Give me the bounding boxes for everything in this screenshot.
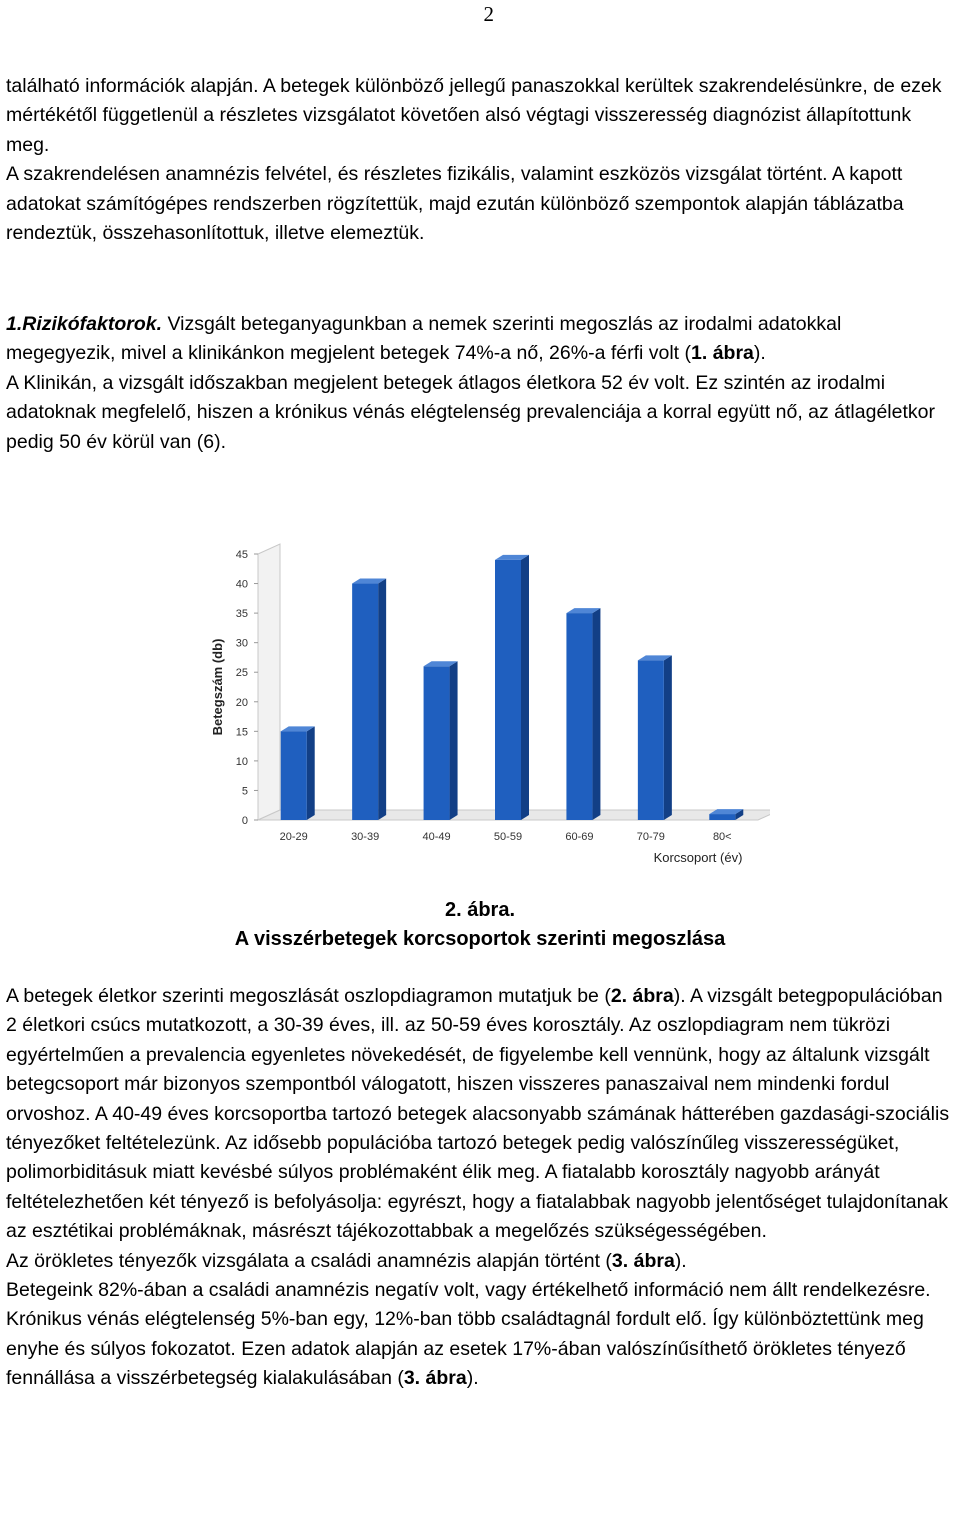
x-tick-label: 40-49 (422, 831, 451, 843)
intro-block (6, 72, 956, 248)
x-axis-label: Korcsoport (év) (653, 850, 743, 865)
y-tick-label: 0 (241, 815, 248, 827)
bar-side (592, 608, 600, 820)
text-run: Vizsgált beteganyagunkban a nemek szerinti megoszlás az irodalmi adatokkal megegyezik, mivel a klinikánkon megjelent betegek 74%-a nő, 26%-a férfi volt ( (6, 313, 842, 365)
y-tick-label: 5 (241, 785, 248, 798)
bar (495, 560, 521, 820)
x-tick-label: 20-29 (279, 831, 308, 843)
figure-title: A visszérbetegek korcsoportok szerinti megoszlása (234, 928, 726, 950)
x-tick-label: 30-39 (351, 831, 380, 843)
y-axis-label: Betegszám (db) (210, 638, 225, 736)
x-tick-label: 60-69 (565, 831, 594, 843)
bar-side (378, 579, 386, 820)
bar-side (521, 555, 529, 820)
figure-reference: 2. ábra (610, 985, 674, 1007)
text-run: A betegek életkor szerinti megoszlását oszlopdiagramon mutatjuk be ( (6, 985, 611, 1007)
section-heading: 1.Rizikófaktorok. (6, 313, 163, 335)
figure-reference: 3. ábra (403, 1367, 467, 1390)
paragraph (6, 1247, 956, 1276)
bar (281, 731, 307, 820)
paragraph (6, 1276, 956, 1394)
discussion-block (6, 982, 956, 1394)
text-run: ). (466, 1367, 479, 1390)
risk-factors-block (6, 310, 956, 457)
paragraph: található információk alapján. A betegek különböző jellegű panaszokkal kerültek szakrendelésünkre, de ezek mértékétől függetlenül a részletes vizsgálatot követően alsó végtagi visszeresség diagnózist állapítottunk meg. (6, 75, 942, 156)
x-tick-label: 50-59 (493, 831, 523, 843)
bar (638, 660, 664, 820)
figure-reference: 1. ábra (691, 342, 754, 365)
page-number: 2 (483, 2, 494, 26)
figure-reference: 3. ábra (611, 1249, 675, 1272)
bar (566, 613, 592, 820)
bar-side (450, 661, 458, 820)
bar (424, 666, 450, 820)
y-tick-label: 15 (235, 726, 248, 739)
paragraph (6, 310, 956, 369)
text-run: ). (753, 342, 766, 365)
y-tick-label: 25 (235, 667, 248, 680)
chart-side-wall (258, 544, 280, 820)
y-tick-label: 45 (235, 549, 248, 561)
text-run: Az örökletes tényezők vizsgálata a családi anamnézis alapján történt ( (6, 1249, 612, 1272)
paragraph: A szakrendelésen anamnézis felvétel, és részletes fizikális, valamint eszközös vizsgálat történt. A kapott adatokat számítógépes rendszerben rögzítettük, majd ezután különböző szempontok alapján táblázatba rendeztük, összehasonlítottuk, illetve elemeztük. (6, 163, 904, 245)
y-tick-label: 30 (235, 637, 248, 650)
age-group-bar-chart (200, 540, 770, 870)
bar-side (664, 655, 672, 820)
text-run: ). A vizsgált betegpopulációban 2 életkori csúcs mutatkozott, a 30-39 éves, ill. az 50-59 éves korosztály. Az oszlopdiagram nem tükrözi egyértelműen a prevalencia egyenletes növekedését, de figyelembe kell vennünk, hogy az általunk vizsgált betegcsoport már bizonyos szempontból válogatott, hiszen visszeres panaszaival nem mindenki fordul orvoshoz. A 40-49 éves korcsoportba tartozó betegek alacsonyabb számának hátterében gazdasági-szociális tényezőket feltételezünk. Az idősebb populációba tartozó betegek pedig valószínűleg visszerességüket, polimorbiditásuk miatt kevésbé súlyos problémaként élik meg. A fiatalabb korosztály nagyobb arányát feltételezhetően két tényező is befolyásolja: egyrészt, hogy a fiatalabbak nagyobb jelentőséget tulajdonítanak az esztétikai problémáknak, másrészt tájékozottabbak a megelőzés szükségességében. (6, 985, 950, 1243)
text-run: ). (674, 1249, 687, 1272)
bar (352, 584, 378, 820)
y-tick-label: 10 (235, 755, 248, 768)
bar-side (307, 726, 315, 820)
paragraph: A Klinikán, a vizsgált időszakban megjelent betegek átlagos életkora 52 év volt. Ez szintén az irodalmi adatoknak megfelelő, hiszen a krónikus vénás elégtelenség prevalenciája a korral együtt nő, az átlagéletkor pedig 50 év körül van (6). (6, 371, 935, 453)
chart-svg (200, 540, 770, 870)
y-tick-label: 35 (235, 608, 248, 621)
x-tick-label: 80< (712, 831, 732, 843)
y-tick-label: 40 (235, 578, 248, 591)
y-tick-label: 20 (235, 696, 248, 709)
text-run: Betegeink 82%-ában a családi anamnézis negatív volt, vagy értékelhető információ nem állt rendelkezésre. Krónikus vénás elégtelenség 5%-ban egy, 12%-ban több családtagnál fordult elő. Így különböztettünk meg enyhe és súlyos fokozatot. Ezen adatok alapján az esetek 17%-ában valószínűsíthető örökletes tényező fennállása a visszérbetegség kialakulásában ( (6, 1279, 931, 1390)
bar (709, 814, 735, 820)
figure-number: 2. ábra. (444, 899, 516, 921)
x-tick-label: 70-79 (636, 831, 665, 843)
paragraph (6, 982, 956, 1247)
